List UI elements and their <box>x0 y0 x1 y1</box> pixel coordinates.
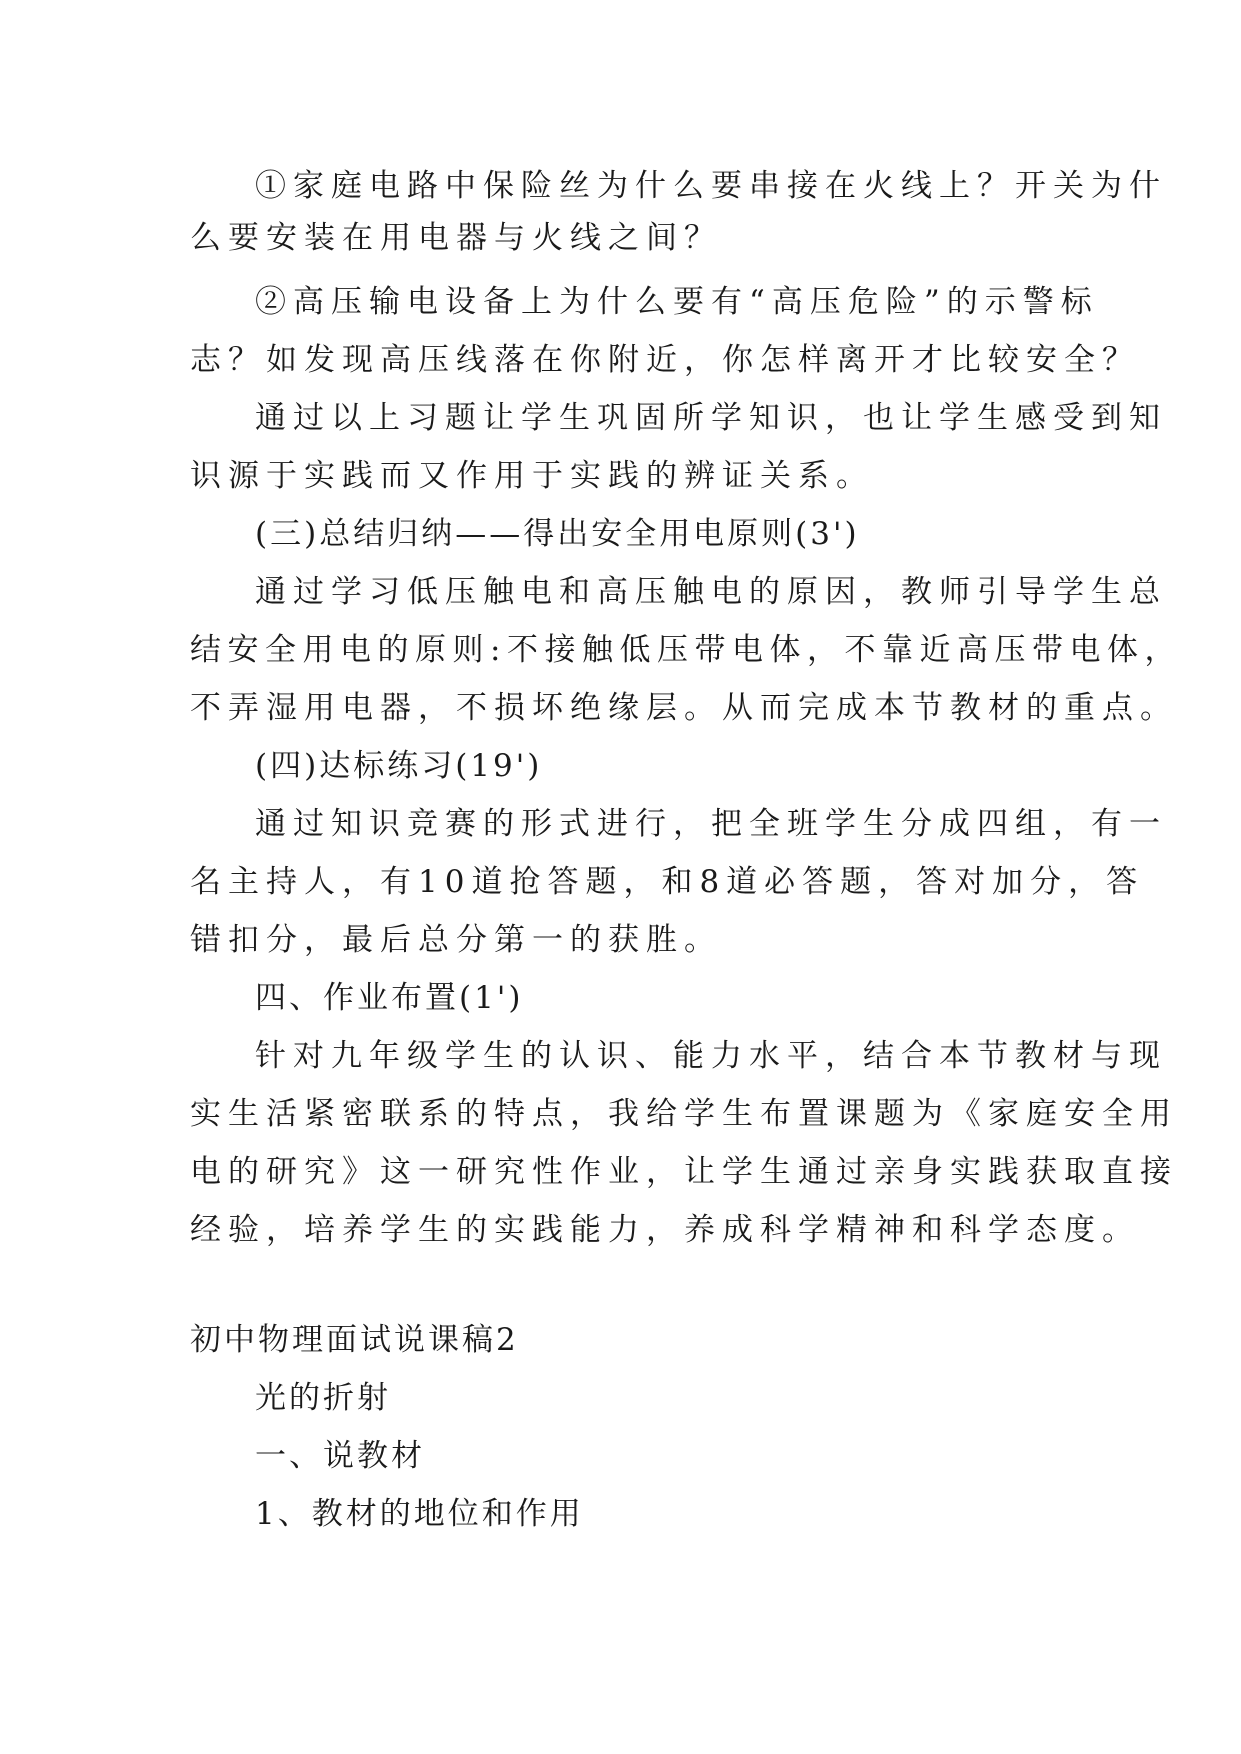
section-heading: (四)达标练习(19') <box>255 748 543 784</box>
paragraph-line: 针对九年级学生的认识、能力水平，结合本节教材与现 <box>255 1038 1167 1074</box>
paragraph-line: 不弄湿用电器，不损坏绝缘层。从而完成本节教材的重点。 <box>190 690 1178 726</box>
heading-1-1: 1、教材的地位和作用 <box>255 1496 584 1532</box>
paragraph-line: 实生活紧密联系的特点，我给学生布置课题为《家庭安全用 <box>190 1096 1178 1132</box>
section-title: 初中物理面试说课稿2 <box>190 1322 519 1358</box>
paragraph-line: 电的研究》这一研究性作业，让学生通过亲身实践获取直接 <box>190 1154 1178 1190</box>
section-heading: (三)总结归纳——得出安全用电原则(3') <box>255 516 860 552</box>
paragraph-line: ②高压输电设备上为什么要有“高压危险”的示警标 <box>255 284 1099 320</box>
paragraph-line: 名主持人，有10道抢答题，和8道必答题，答对加分，答 <box>190 864 1145 900</box>
paragraph-line: 志？如发现高压线落在你附近，你怎样离开才比较安全？ <box>190 342 1140 378</box>
paragraph-line: 结安全用电的原则:不接触低压带电体，不靠近高压带电体， <box>190 632 1182 668</box>
paragraph-line: ①家庭电路中保险丝为什么要串接在火线上？开关为什 <box>255 168 1167 204</box>
paragraph-line: 通过以上习题让学生巩固所学知识，也让学生感受到知 <box>255 400 1167 436</box>
subtitle: 光的折射 <box>255 1380 391 1416</box>
heading-1: 一、说教材 <box>255 1438 425 1474</box>
paragraph-line: 通过知识竞赛的形式进行，把全班学生分成四组，有一 <box>255 806 1167 842</box>
section-heading: 四、作业布置(1') <box>255 980 524 1016</box>
paragraph-line: 识源于实践而又作用于实践的辨证关系。 <box>190 458 874 494</box>
paragraph-line: 经验，培养学生的实践能力，养成科学精神和科学态度。 <box>190 1212 1140 1248</box>
paragraph-line: 错扣分，最后总分第一的获胜。 <box>190 922 722 958</box>
paragraph-line: 通过学习低压触电和高压触电的原因，教师引导学生总 <box>255 574 1167 610</box>
paragraph-line: 么要安装在用电器与火线之间？ <box>190 220 722 256</box>
